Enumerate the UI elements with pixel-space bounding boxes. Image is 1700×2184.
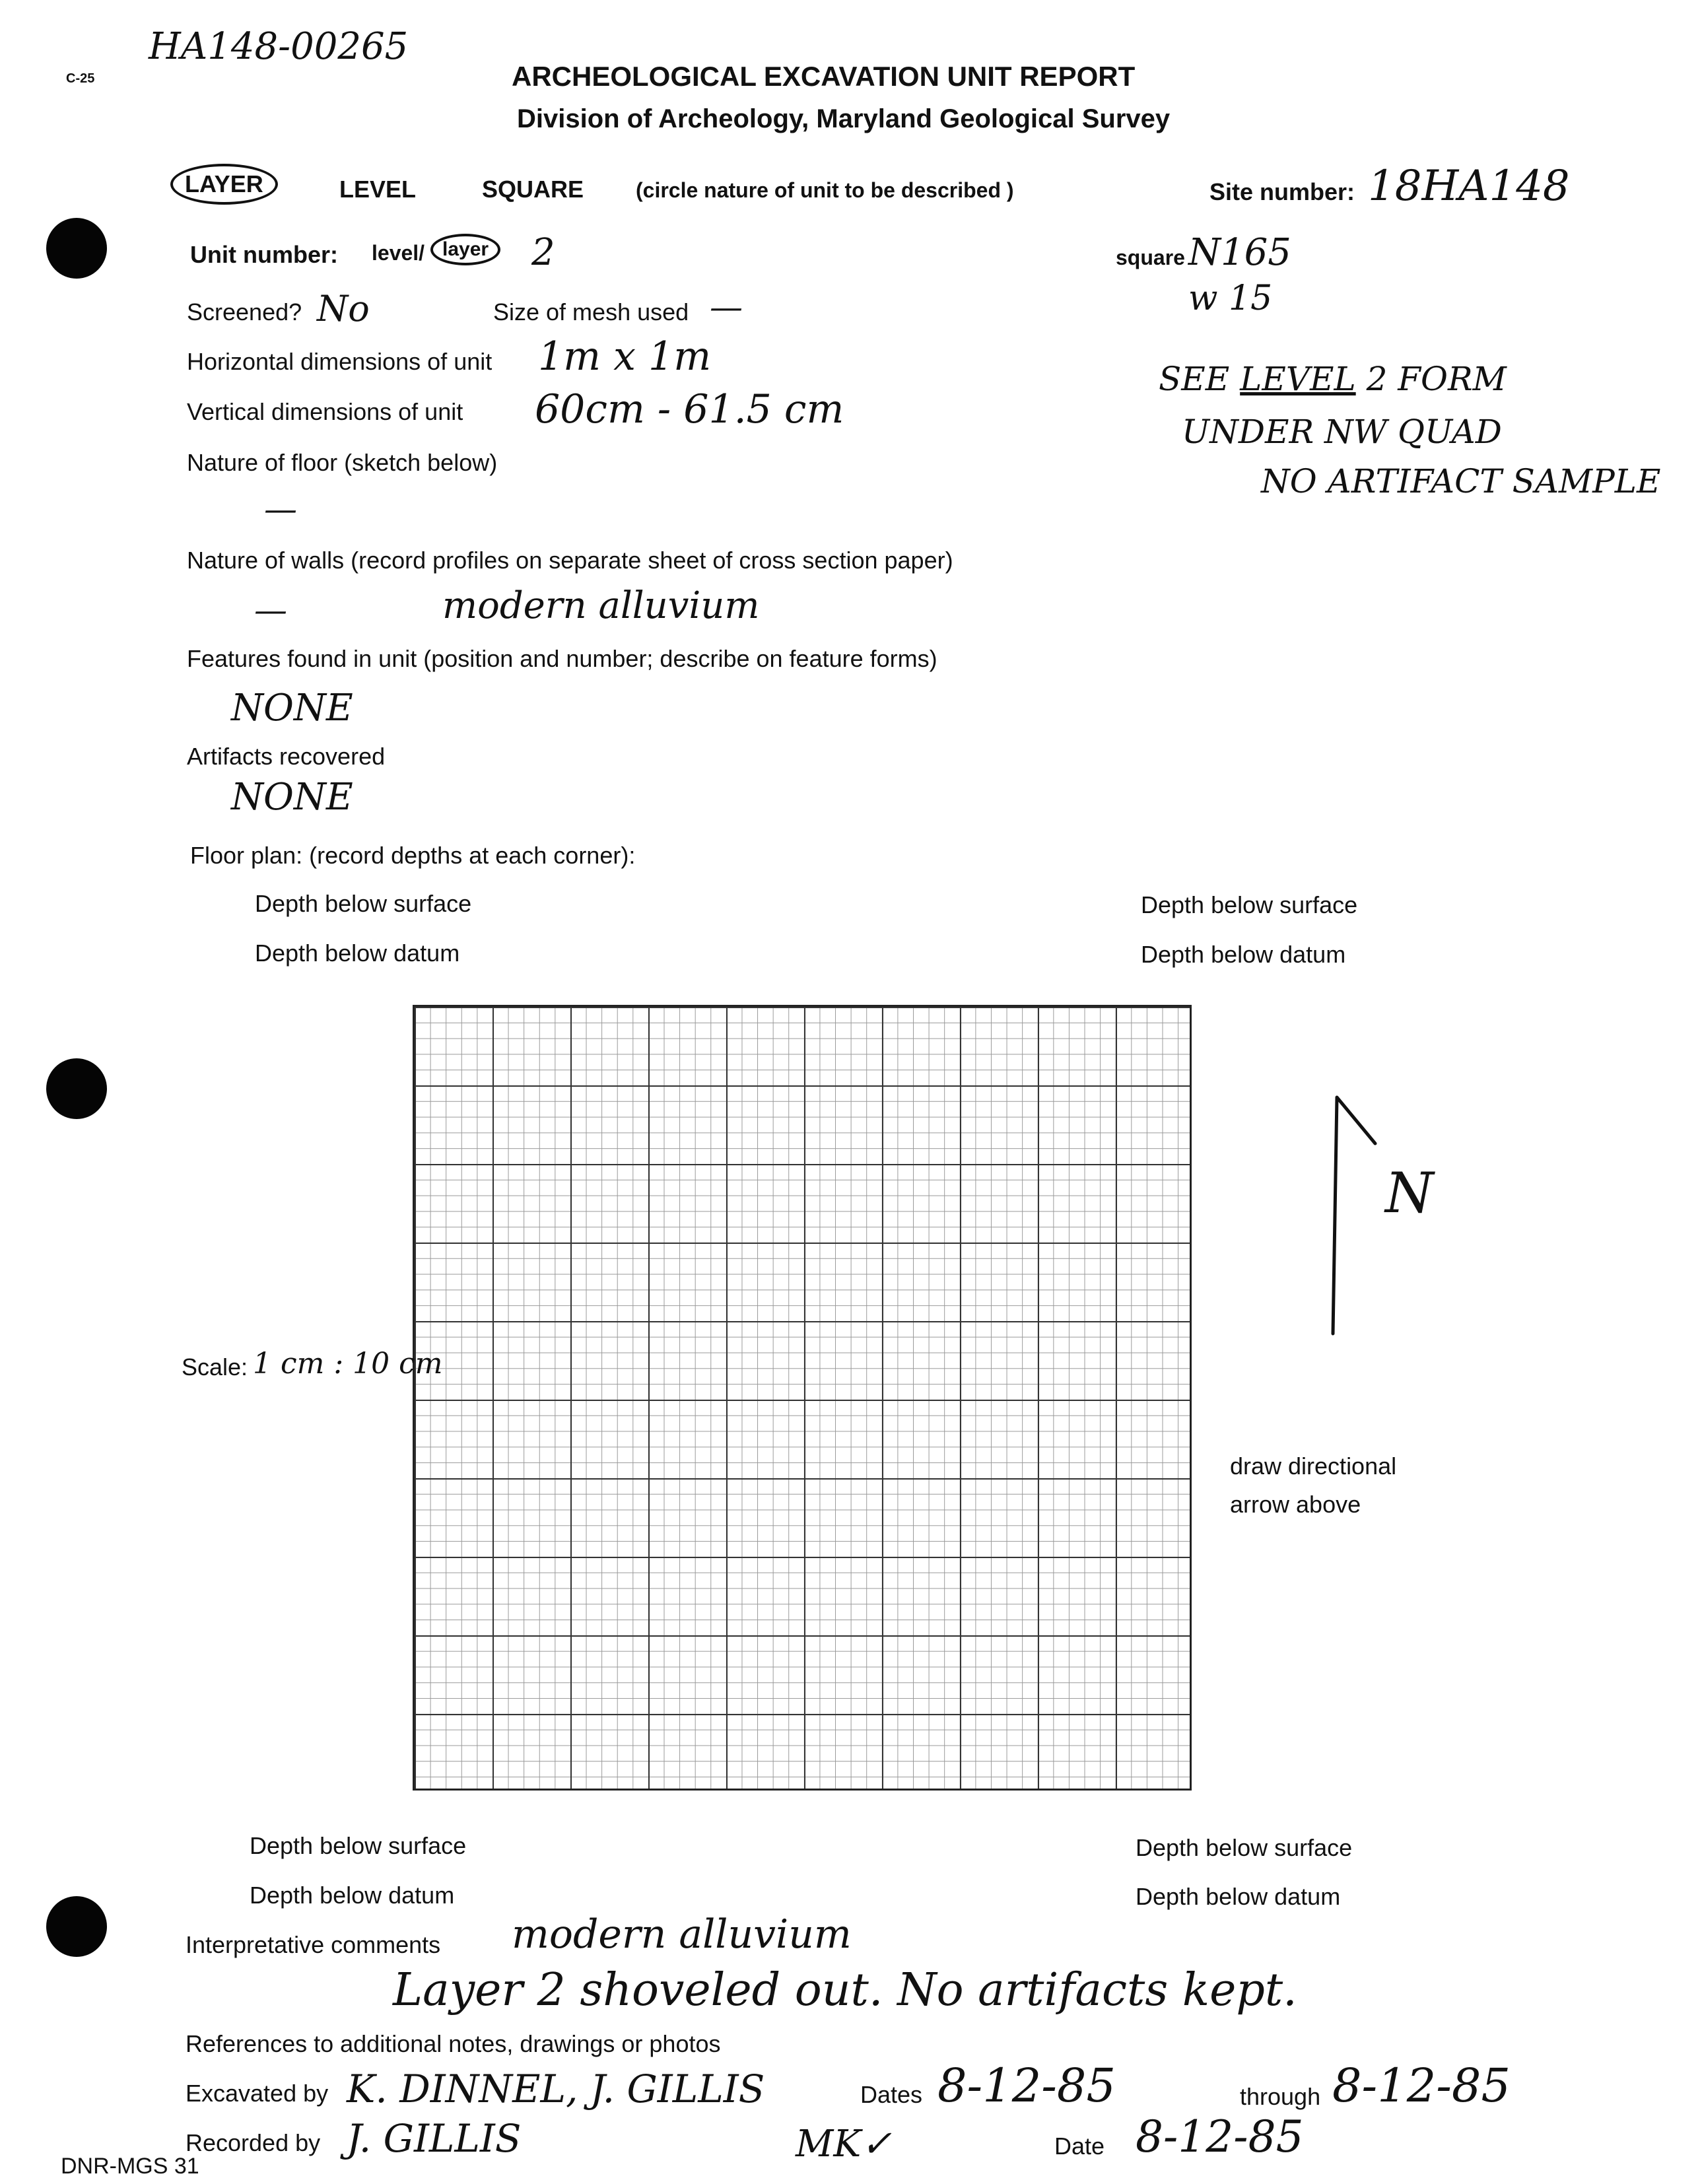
artifacts-value: NONE bbox=[231, 776, 353, 819]
depth-datum-top-left: Depth below datum bbox=[255, 939, 460, 967]
square-value-north: N165 bbox=[1188, 231, 1291, 274]
features-label: Features found in unit (position and number; describe on feature forms) bbox=[187, 645, 937, 672]
side-note-line3: NO ARTIFACT SAMPLE bbox=[1261, 462, 1661, 500]
unit-number-layer-circled: layer bbox=[430, 234, 500, 265]
excavated-by-value: K. DINNEL, J. GILLIS bbox=[347, 2066, 765, 2111]
page-subtitle: Division of Archeology, Maryland Geological Survey bbox=[517, 104, 1171, 133]
recorded-by-value: J. GILLIS bbox=[347, 2116, 522, 2161]
arrow-instruction-line2: arrow above bbox=[1230, 1491, 1361, 1518]
page-title: ARCHEOLOGICAL EXCAVATION UNIT REPORT bbox=[512, 61, 1136, 92]
side-note-line1: SEE LEVEL 2 FORM bbox=[1159, 360, 1507, 398]
north-label: N bbox=[1385, 1161, 1434, 1225]
vertical-dimensions-label: Vertical dimensions of unit bbox=[187, 398, 463, 425]
vertical-dimensions-value: 60cm - 61.5 cm bbox=[535, 386, 844, 432]
depth-datum-top-right: Depth below datum bbox=[1141, 941, 1346, 968]
unit-type-layer-circled: LAYER bbox=[170, 164, 278, 205]
floor-nature-value: — bbox=[264, 490, 297, 528]
floor-plan-grid bbox=[413, 1005, 1192, 1791]
comments-line2: Layer 2 shoveled out. No artifacts kept. bbox=[393, 1964, 1297, 2016]
unit-type-square: SQUARE bbox=[482, 176, 584, 203]
recorded-by-initials: MK✓ bbox=[796, 2123, 893, 2166]
site-number-label: Site number: bbox=[1209, 178, 1355, 205]
circle-instruction: (circle nature of unit to be described ) bbox=[636, 178, 1014, 202]
features-value: NONE bbox=[231, 687, 353, 730]
date-value: 8-12-85 bbox=[1136, 2111, 1304, 2162]
depth-surface-bottom-right: Depth below surface bbox=[1136, 1834, 1353, 1861]
site-number-value: 18HA148 bbox=[1368, 162, 1570, 211]
dates-label: Dates bbox=[860, 2081, 923, 2108]
excavated-by-label: Excavated by bbox=[186, 2080, 329, 2107]
arrow-instruction-line1: draw directional bbox=[1230, 1452, 1397, 1480]
horizontal-dimensions-label: Horizontal dimensions of unit bbox=[187, 348, 493, 375]
recorded-by-label: Recorded by bbox=[186, 2129, 321, 2156]
form-code: C-25 bbox=[66, 71, 95, 86]
walls-nature-value: modern alluvium bbox=[442, 584, 760, 627]
footer-form-code: DNR-MGS 31 bbox=[61, 2154, 199, 2179]
unit-number-label: Unit number: bbox=[190, 241, 338, 268]
mesh-label: Size of mesh used bbox=[493, 298, 689, 325]
depth-datum-bottom-right: Depth below datum bbox=[1136, 1883, 1341, 1910]
artifacts-label: Artifacts recovered bbox=[187, 743, 386, 770]
floor-plan-label: Floor plan: (record depths at each corner): bbox=[190, 842, 636, 869]
side-note-line2: UNDER NW QUAD bbox=[1182, 413, 1502, 451]
square-value-west: w 15 bbox=[1188, 279, 1273, 318]
floor-nature-label: Nature of floor (sketch below) bbox=[187, 449, 498, 476]
punch-hole-top bbox=[46, 218, 107, 279]
scale-value: 1 cm : 10 cm bbox=[253, 1347, 443, 1381]
dates-to-value: 8-12-85 bbox=[1332, 2059, 1511, 2113]
horizontal-dimensions-value: 1m x 1m bbox=[538, 333, 712, 380]
screened-value: No bbox=[317, 288, 370, 329]
screened-label: Screened? bbox=[187, 298, 302, 325]
punch-hole-bottom bbox=[46, 1896, 107, 1957]
mesh-value: — bbox=[710, 288, 743, 326]
punch-hole-middle bbox=[46, 1058, 107, 1119]
walls-dash: — bbox=[254, 591, 287, 629]
depth-surface-bottom-left: Depth below surface bbox=[250, 1832, 467, 1859]
unit-number-value: 2 bbox=[531, 231, 555, 274]
dates-through-label: through bbox=[1240, 2083, 1321, 2110]
scale-label: Scale: bbox=[182, 1353, 248, 1381]
document-id: HA148-00265 bbox=[149, 25, 409, 68]
square-label: square bbox=[1116, 246, 1185, 269]
comments-label: Interpretative comments bbox=[186, 1931, 441, 1958]
north-arrow-icon bbox=[1317, 1089, 1396, 1340]
walls-nature-label: Nature of walls (record profiles on separate sheet of cross section paper) bbox=[187, 547, 953, 574]
depth-surface-top-right: Depth below surface bbox=[1141, 891, 1358, 918]
dates-from-value: 8-12-85 bbox=[937, 2059, 1116, 2113]
unit-type-level: LEVEL bbox=[339, 176, 417, 203]
depth-surface-top-left: Depth below surface bbox=[255, 890, 472, 917]
date-label: Date bbox=[1054, 2133, 1105, 2160]
comments-line1: modern alluvium bbox=[512, 1911, 852, 1958]
unit-number-level-word: level/ bbox=[372, 241, 425, 265]
depth-datum-bottom-left: Depth below datum bbox=[250, 1882, 455, 1909]
references-label: References to additional notes, drawings or photos bbox=[186, 2030, 721, 2057]
